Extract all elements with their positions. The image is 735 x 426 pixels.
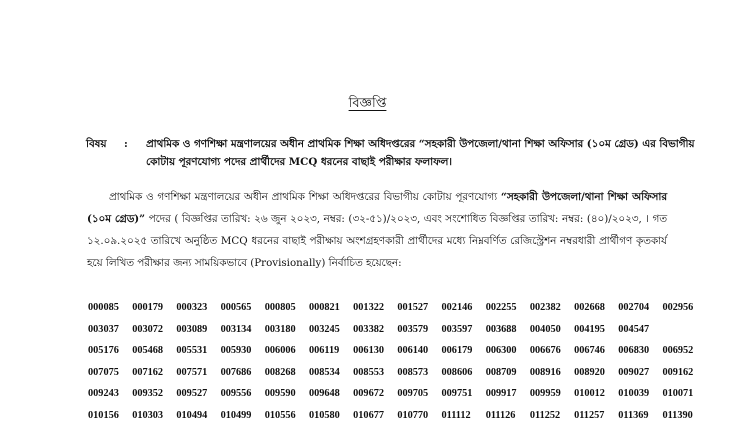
registration-row: [88, 340, 707, 362]
registration-number: 005468: [132, 340, 176, 362]
registration-number: 010039: [618, 383, 662, 405]
registration-number: 006130: [353, 340, 397, 362]
registration-number: 002704: [618, 297, 662, 319]
registration-row: [88, 362, 707, 384]
body-text-part1: প্রাথমিক ও গণশিক্ষা মন্ত্রণালয়ের অধীন প্রাথমিক শিক্ষা অধিদপ্তরের বিভাগীয় কোটায় পূরণযোগ্য: [109, 191, 501, 203]
registration-number: 003382: [353, 319, 397, 341]
registration-number: 003688: [486, 319, 530, 341]
registration-number: 005176: [88, 340, 132, 362]
registration-number: 009648: [309, 383, 353, 405]
registration-number: 000821: [309, 297, 353, 319]
registration-number: 003089: [176, 319, 220, 341]
registration-number: 009527: [176, 383, 220, 405]
registration-number: 010770: [397, 405, 441, 426]
post-name: “সহকারী উপজেলা/থানা শিক্ষা অফিসার (১০ম গ্রেড)”: [87, 191, 667, 225]
notice-title: বিজ্ঞপ্তি: [0, 94, 735, 115]
registration-number: 008553: [353, 362, 397, 384]
registration-row: [88, 405, 707, 426]
registration-number: 011252: [530, 405, 574, 426]
registration-number-grid: [88, 297, 707, 426]
body-text-part2: পদের ( বিজ্ঞপ্তির তারিখ: ২৬ জুন ২০২৩, নম্বর: (৩২-৫১)/২০২৩, এবং সংশোধিত বিজ্ঞপ্তির তারিখ: নম্বর: (৪০)/২০২৩, । গত ১২.০৯.২০২৫ তারিখে অনুষ্ঠিত MCQ ধরনের বাছাই পরীক্ষায় অংশগ্রহণকারী প্রার্থীদের মধ্যে নিম্নবর্ণিত রেজিস্ট্রেশন নম্বরধারী প্রার্থীগণ কৃতকার্য হয়ে লিখিত পরীক্ষার জন্য সাময়িকভাবে (Provisionally) নির্বাচিত হয়েছেন:: [87, 213, 667, 269]
registration-number: 008606: [442, 362, 486, 384]
registration-number: 003037: [88, 319, 132, 341]
registration-number: 002382: [530, 297, 574, 319]
registration-number: 007162: [132, 362, 176, 384]
registration-row: [88, 383, 707, 405]
registration-number: 010556: [265, 405, 309, 426]
registration-number: 006119: [309, 340, 353, 362]
registration-number: 009162: [662, 362, 706, 384]
registration-number: 011112: [442, 405, 486, 426]
registration-number: 009672: [353, 383, 397, 405]
registration-number: 006179: [442, 340, 486, 362]
registration-number: 002956: [662, 297, 706, 319]
registration-number: 007075: [88, 362, 132, 384]
registration-number: 007686: [221, 362, 265, 384]
registration-number: 009556: [221, 383, 265, 405]
registration-number: 010303: [132, 405, 176, 426]
registration-number: 003134: [221, 319, 265, 341]
registration-number: 006746: [574, 340, 618, 362]
registration-number: 002668: [574, 297, 618, 319]
registration-number: 005531: [176, 340, 220, 362]
registration-number: 008709: [486, 362, 530, 384]
registration-number: 009590: [265, 383, 309, 405]
registration-number: 010156: [88, 405, 132, 426]
subject-label: বিষয়: [86, 135, 106, 153]
registration-number: 002146: [442, 297, 486, 319]
registration-number: 003245: [309, 319, 353, 341]
registration-number: 008920: [574, 362, 618, 384]
registration-number: 006952: [662, 340, 706, 362]
registration-number: 009027: [618, 362, 662, 384]
registration-number: 003180: [265, 319, 309, 341]
registration-number: 011257: [574, 405, 618, 426]
registration-number: 010580: [309, 405, 353, 426]
registration-number: 006830: [618, 340, 662, 362]
registration-number: 006676: [530, 340, 574, 362]
registration-number: 009243: [88, 383, 132, 405]
registration-number: 006140: [397, 340, 441, 362]
registration-number: 008534: [309, 362, 353, 384]
registration-number: 000565: [221, 297, 265, 319]
registration-number: 000179: [132, 297, 176, 319]
registration-number: 010012: [574, 383, 618, 405]
registration-row: [88, 297, 707, 319]
registration-number: 009751: [442, 383, 486, 405]
registration-number: 000085: [88, 297, 132, 319]
subject-text: প্রাথমিক ও গণশিক্ষা মন্ত্রণালয়ের অধীন প্রাথমিক শিক্ষা অধিদপ্তরের “সহকারী উপজেলা/থানা শিক্ষা অফিসার (১০ম গ্রেড) এর বিভাগীয় কোটায় পূরণযোগ্য পদের প্রার্থীদের MCQ ধরনের বাছাই পরীক্ষার ফলাফল।: [146, 135, 721, 171]
registration-number: 003579: [397, 319, 441, 341]
registration-number: 004547: [618, 319, 662, 341]
registration-number: 009705: [397, 383, 441, 405]
subject-colon: :: [124, 135, 128, 153]
registration-number: 005930: [221, 340, 265, 362]
registration-number: 006006: [265, 340, 309, 362]
registration-number: 009959: [530, 383, 574, 405]
registration-number: 003072: [132, 319, 176, 341]
registration-row: [88, 319, 707, 341]
registration-number: 006300: [486, 340, 530, 362]
registration-number: 001527: [397, 297, 441, 319]
registration-number: 000805: [265, 297, 309, 319]
registration-number: 000323: [176, 297, 220, 319]
registration-number: 004050: [530, 319, 574, 341]
registration-number: 004195: [574, 319, 618, 341]
registration-number: 009917: [486, 383, 530, 405]
registration-number: 008916: [530, 362, 574, 384]
registration-number: 011126: [486, 405, 530, 426]
registration-number: 011369: [618, 405, 662, 426]
registration-number: 008573: [397, 362, 441, 384]
registration-number: 008268: [265, 362, 309, 384]
registration-number: 010499: [221, 405, 265, 426]
registration-number: 010677: [353, 405, 397, 426]
registration-number: 010071: [662, 383, 706, 405]
registration-number: 003597: [442, 319, 486, 341]
body-paragraph: [87, 186, 667, 274]
registration-number: 011390: [662, 405, 706, 426]
registration-number: 007571: [176, 362, 220, 384]
registration-number: 002255: [486, 297, 530, 319]
registration-number: 010494: [176, 405, 220, 426]
registration-number: 001322: [353, 297, 397, 319]
registration-number: 009352: [132, 383, 176, 405]
